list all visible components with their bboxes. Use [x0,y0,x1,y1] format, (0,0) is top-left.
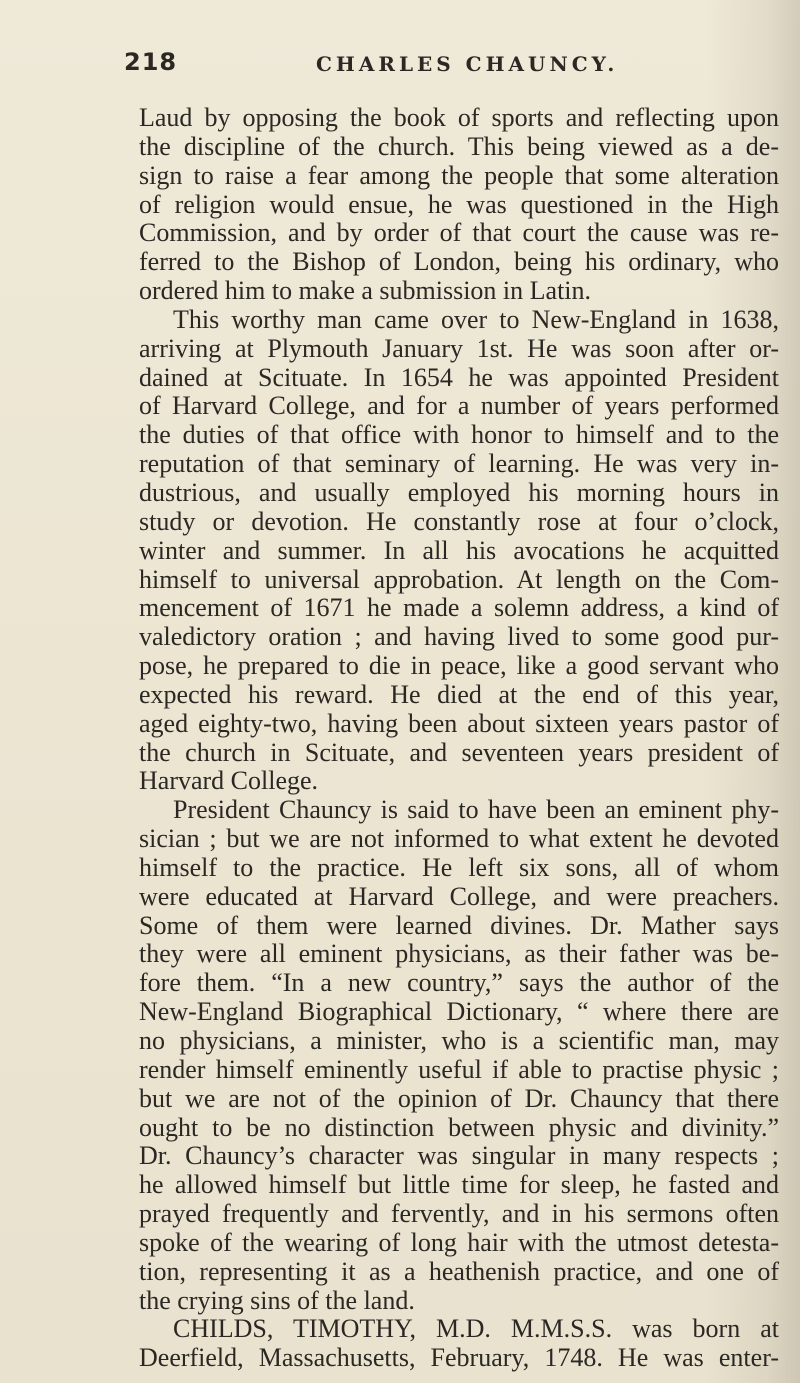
text-line: the duties of that office with honor to himself and to the [139,420,779,450]
text-line: himself to universal approbation. At length on the Com- [139,564,779,594]
text-line: mencement of 1671 he made a solemn address, a kind of [139,593,779,623]
text-line: pose, he prepared to die in peace, like a good servant who [139,651,779,681]
text-line: ought to be no distinction between physic and divinity.” [139,1112,779,1142]
text-line: reputation of that seminary of learning. He was very in- [139,449,779,479]
text-line: tion, representing it as a heathenish practice, and one of [139,1256,779,1286]
text-line: Some of them were learned divines. Dr. Mather says [139,910,779,940]
text-line: were educated at Harvard College, and were preachers. [139,881,779,911]
text-line: Deerfield, Massachusetts, February, 1748. He was enter- [139,1343,779,1373]
text-line: ordered him to make a submission in Latin. [139,276,592,306]
text-line: dained at Scituate. In 1654 he was appointed President [139,362,779,392]
text-line: ferred to the Bishop of London, being his ordinary, who [139,247,779,277]
text-line: Laud by opposing the book of sports and reflecting upon [139,103,779,132]
text-line: sician ; but we are not informed to what extent he devoted [139,824,779,854]
body-text [139,104,779,1373]
text-line: of Harvard College, and for a number of years performed [139,391,779,421]
text-line: New-England Biographical Dictionary, “ where there are [139,997,779,1027]
text-line: the discipline of the church. This being viewed as a de- [139,131,779,161]
running-title: CHARLES CHAUNCY. [316,52,619,76]
running-head [124,48,752,84]
text-line: dustrious, and usually employed his morning hours in [139,477,779,507]
text-line: prayed frequently and fervently, and in his sermons often [139,1199,779,1229]
paragraph-first-line: This worthy man came over to New-England in 1638, [173,304,779,334]
text-line: spoke of the wearing of long hair with the utmost detesta- [139,1227,779,1257]
text-line: the church in Scituate, and seventeen years president of [139,737,779,767]
text-line: of religion would ensue, he was questioned in the High [139,189,779,219]
text-line: sign to raise a fear among the people that some alteration [139,160,779,190]
text-line: render himself eminently useful if able to practise physic ; [139,1054,779,1084]
entry-first-line: CHILDS, TIMOTHY, M.D. M.M.S.S. was born at [173,1314,779,1344]
text-line: no physicians, a minister, who is a scientific man, may [139,1026,779,1055]
text-line: Dr. Chauncy’s character was singular in many respects ; [139,1141,779,1171]
text-line: fore them. “In a new country,” says the author of the [139,968,779,998]
text-line: arriving at Plymouth January 1st. He was soon after or- [139,333,779,363]
text-line: Commission, and by order of that court the cause was re- [139,218,779,248]
text-line: winter and summer. In all his avocations he acquitted [139,535,779,565]
text-line: the crying sins of the land. [139,1285,415,1315]
text-line: valedictory oration ; and having lived to some good pur- [139,622,779,652]
paragraph-first-line: President Chauncy is said to have been an eminent phy- [173,795,779,825]
text-line: they were all eminent physicians, as their father was be- [139,939,779,969]
text-line: Harvard College. [139,766,319,796]
text-line: he allowed himself but little time for sleep, he fasted and [139,1170,779,1200]
page-number: 218 [124,48,178,76]
text-line: but we are not of the opinion of Dr. Chauncy that there [139,1083,779,1113]
text-line: aged eighty-two, having been about sixteen years pastor of [139,708,779,738]
text-line: expected his reward. He died at the end of this year, [139,679,779,709]
text-line: study or devotion. He constantly rose at four o’clock, [139,506,779,536]
text-line: himself to the practice. He left six sons, all of whom [139,852,779,882]
